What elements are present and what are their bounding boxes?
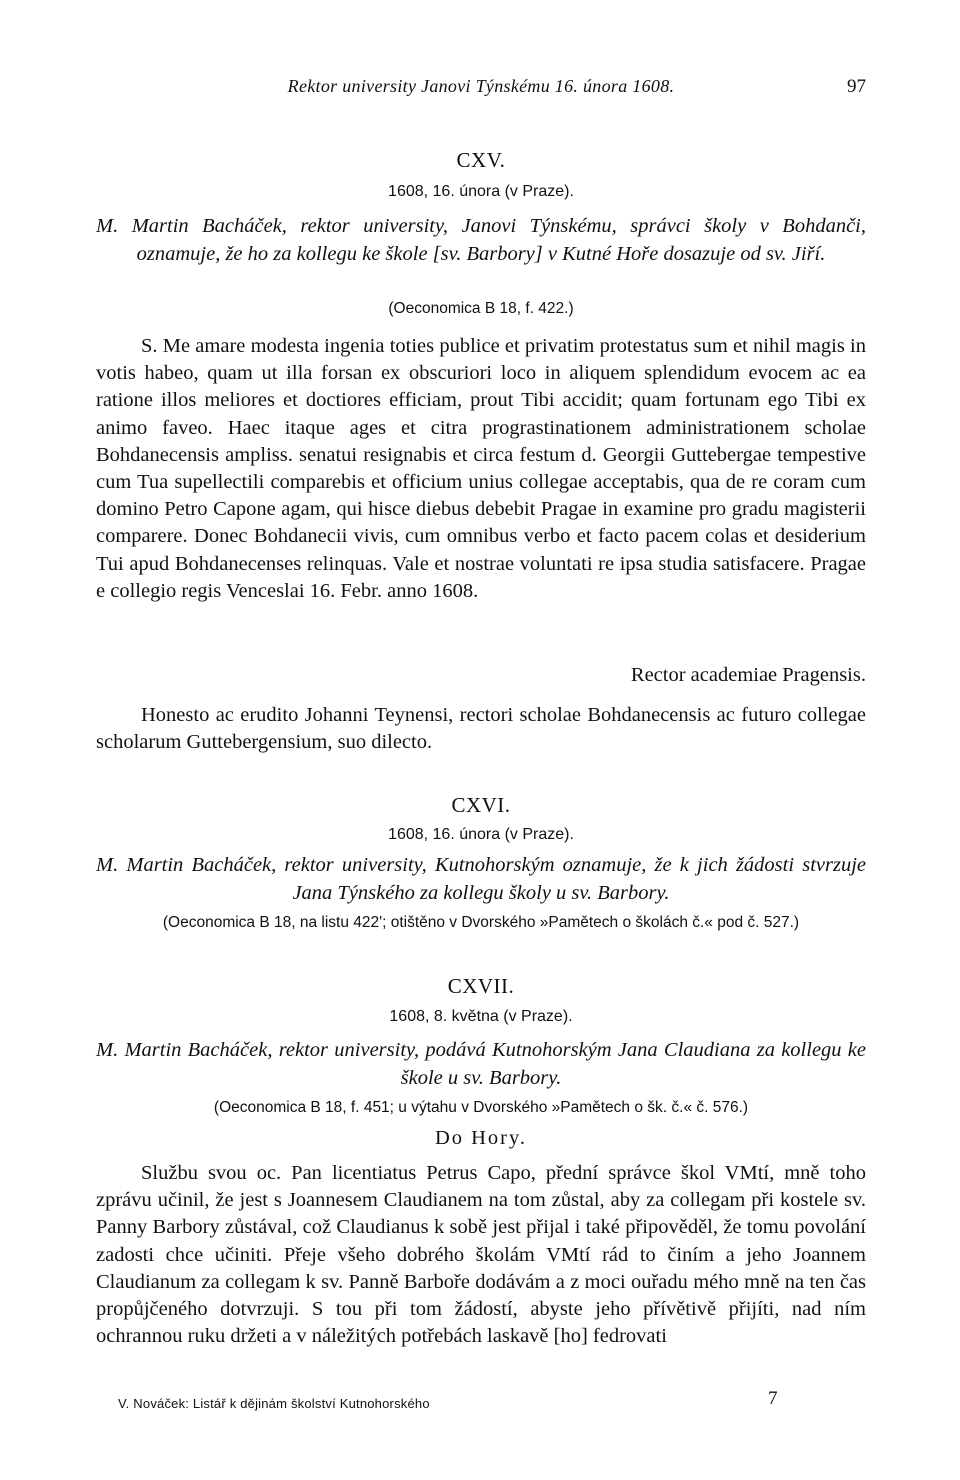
- document-date-cxvi: 1608, 16. února (v Praze).: [388, 826, 574, 843]
- document-number-cxvii: CXVII.: [447, 974, 515, 998]
- document-regest-cxvi: M. Martin Bacháček, rektor university, Kutnohorským oznamuje, že k jich žádosti stvrzuje Jana Týnského za kollegu školy u sv. Barbory.: [96, 854, 866, 904]
- document-regest-cxv: M. Martin Bacháček, rektor university, Janovi Týnskému, správci školy v Bohdanči, oznamuje, že ho za kollegu ke škole [sv. Barbory] v Kutné Hoře dosazuje od sv. Jiří.: [96, 215, 866, 265]
- document-regest-cxvii: M. Martin Bacháček, rektor university, podává Kutnohorským Jana Claudiana za kollegu ke škole u sv. Barbory.: [96, 1039, 866, 1089]
- signature-mark: 7: [768, 1388, 778, 1409]
- letter-body-czech: Službu svou oc. Pan licentiatus Petrus Capo, přední správce škol VMtí, mně toho zprávu učinil, že jest s Joannesem Claudianem na tom zůstal, aby za collegam při kostele sv. Panny Barbory zůstával, což Claudianus k sobě jest přijal i také připověděl, že tomu povolání zadosti chce učiniti. Přeje všeho dobrého školám VMtí rád to činím a jeho Joannem Claudianum za collegam k sv. Panně Barboře dodávám a z moci ouřadu mého mně na ten čas propůjčeného dotvrzuji. S tou při tom žádostí, abyste jeho přívětivě přijíti, nad ním ochrannou ruku držeti a v náležitých potřebách laskavě [ho] fedrovati: [96, 1162, 866, 1348]
- document-text-cxvii: [96, 1160, 866, 1350]
- document-address-cxv: Honesto ac erudito Johanni Teynensi, rectori scholae Bohdanecensis ac futuro collegae scholarum Guttebergensium, suo dilecto.: [96, 704, 866, 753]
- document-date-cxv: 1608, 16. února (v Praze).: [388, 183, 574, 200]
- document-text-cxv: [96, 333, 866, 605]
- document-source-cxvii: (Oeconomica B 18, f. 451; u výtahu v Dvorského »Pamětech o šk. č.« č. 576.): [213, 1099, 749, 1116]
- page-header: [96, 76, 866, 104]
- salutation: Do Hory.: [434, 1127, 528, 1149]
- document-source-cxv: (Oeconomica B 18, f. 422.): [388, 300, 574, 317]
- page-number: 97: [847, 76, 866, 97]
- document-source-cxvi: (Oeconomica B 18, na listu 422'; otištěno v Dvorského »Pamětech o školách č.« pod č. 527.): [162, 914, 800, 931]
- footer-book-title: V. Nováček: Listář k dějinám školství Kutnohorského: [118, 1396, 430, 1411]
- document-signature-cxv: Rector academiae Pragensis.: [630, 664, 866, 686]
- document-number-cxv: CXV.: [456, 148, 506, 172]
- document-date-cxvii: 1608, 8. května (v Praze).: [389, 1008, 573, 1025]
- letter-body-latin: S. Me amare modesta ingenia toties publice et privatim protestatus sum et nihil magis in votis habeo, quam ut illa forsan ex obscuriori loco in aliquem splendidum evocem ac ea ratione illos meliores et doctiores efficiam, prout Tibi accidit; quam fortunam ego Tibi ex animo faveo. Haec itaque ages et citra prograstinationem administrationem scholae Bohdanecensis ampliss. senatui resignabis et circa festum d. Georgii Guttebergae tempestive cum Tua supellectili comparebis et officium unius collegae acceptabis, qua de re coram cum domino Petro Capone agam, qui hisce diebus debebit Pragae in examine pro gradu magisterii comparere. Donec Bohdanecii vivis, cum omnibus verbo et facto pacem colas et desiderium Tui apud Bohdanecenses relinquas. Vale et nostrae voluntati re ipsa studia satisfacere. Pragae e collegio regis Venceslai 16. Febr. anno 1608.: [96, 335, 866, 602]
- running-title: Rektor university Janovi Týnskému 16. února 1608.: [287, 76, 675, 96]
- document-number-cxvi: CXVI.: [451, 793, 511, 817]
